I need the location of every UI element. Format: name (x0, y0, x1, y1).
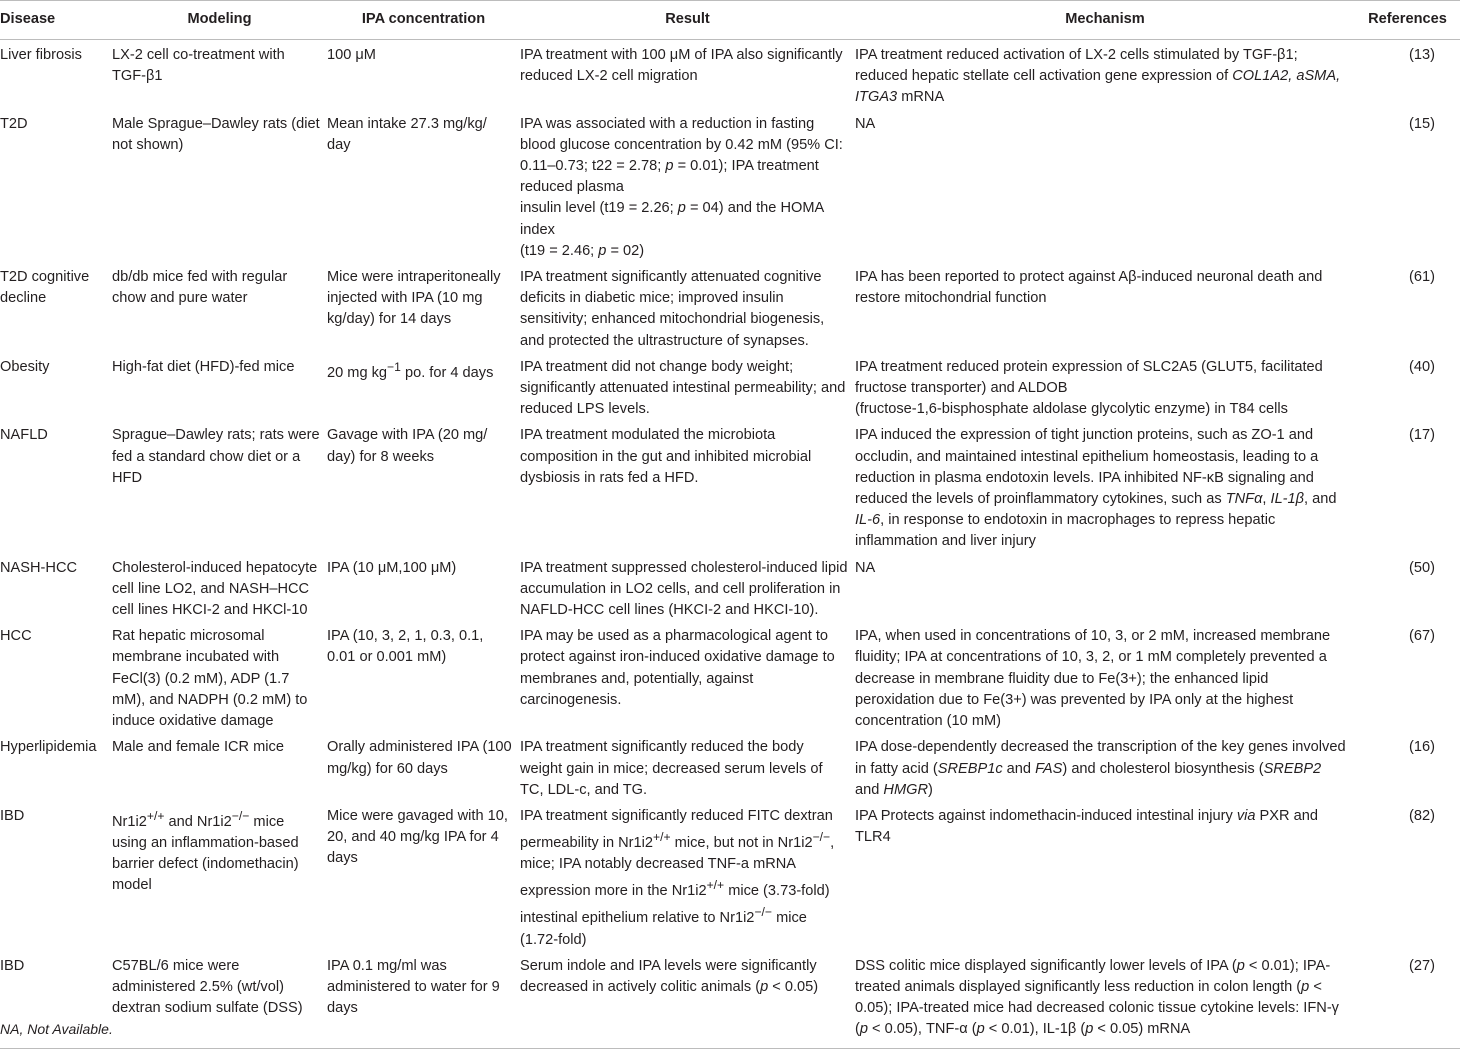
header-ipa-concentration: IPA concentration (327, 1, 520, 40)
cell-ipa-concentration: Orally administered IPA (100 mg/kg) for 60 days (327, 739, 512, 777)
cell-ipa-concentration: Mice were intraperitoneally injected with IPA (10 mg kg/day) for 14 days (327, 269, 501, 328)
cell-mechanism: DSS colitic mice displayed significantly lower levels of IPA (p < 0.01); IPA-treated animals displayed significantly less reduction in colon length (p < 0.05); IPA-treated mice had decreased colonic tissue cytokine levels: IFN-γ (p < 0.05), TNF-α (p < 0.01), IL-1β (p < 0.05) mRNA (855, 951, 1355, 1048)
cell-disease: IBD (0, 951, 112, 1048)
cell-disease: Hyperlipidemia (0, 739, 97, 756)
table-row (0, 801, 1460, 951)
cell-result: IPA treatment significantly reduced the body weight gain in mice; decreased serum levels of TC, LDL-c, and TG. (520, 739, 823, 798)
table-body (0, 40, 1460, 1049)
table-footnote: NA, Not Available. (0, 1021, 113, 1037)
cell-mechanism: IPA treatment reduced activation of LX-2 cells stimulated by TGF-β1; reduced hepatic stellate cell activation gene expression of COL1A2, aSMA, ITGA3 mRNA (855, 47, 1341, 106)
cell-reference: (17) (1409, 427, 1435, 444)
cell-reference: (13) (1409, 47, 1435, 63)
table-row (0, 262, 1460, 352)
cell-disease: HCC (0, 628, 32, 645)
cell-reference: (40) (1409, 358, 1435, 375)
table-row (0, 951, 1460, 1048)
cell-result: Serum indole and IPA levels were significantly decreased in actively colitic animals (p < 0.05) (520, 951, 855, 1048)
cell-modeling: C57BL/6 mice were administered 2.5% (wt/vol) dextran sodium sulfate (DSS) (112, 951, 327, 1048)
cell-modeling: db/db mice fed with regular chow and pure water (112, 269, 288, 307)
cell-reference: (50) (1409, 559, 1435, 576)
header-mechanism: Mechanism (855, 1, 1355, 40)
table-row (0, 109, 1460, 262)
table-row (0, 352, 1460, 421)
table-row (0, 732, 1460, 801)
cell-modeling: Rat hepatic microsomal membrane incubated with FeCl(3) (0.2 mM), ADP (1.7 mM), and NADPH (0.2 mM) to induce oxidative damage (112, 628, 308, 730)
cell-modeling: Male and female ICR mice (112, 739, 284, 756)
cell-ipa-concentration: IPA 0.1 mg/ml was administered to water for 9 days (327, 951, 520, 1048)
cell-disease: Obesity (0, 358, 50, 375)
cell-mechanism: NA (855, 115, 876, 132)
cell-reference: (82) (1409, 807, 1435, 824)
table-row (0, 420, 1460, 552)
cell-reference: (16) (1409, 739, 1435, 756)
header-disease: Disease (0, 1, 112, 40)
cell-ipa-concentration: Mice were gavaged with 10, 20, and 40 mg/kg IPA for 4 days (327, 807, 508, 867)
cell-mechanism: IPA dose-dependently decreased the transcription of the key genes involved in fatty acid (SREBP1c and FAS) and cholesterol biosynthesis (SREBP2 and HMGR) (855, 739, 1346, 798)
cell-ipa-concentration: 100 μM (327, 47, 376, 63)
cell-mechanism: IPA, when used in concentrations of 10, 3, or 2 mM, increased membrane fluidity; IPA at concentrations of 10, 3, 2, or 1 mM completely prevented a decrease in membrane fluidity due to Fe(3+); the enhanced lipid peroxidation due to Fe(3+) was prevented by IPA only at the highest concentration (10 mM) (855, 628, 1331, 730)
cell-reference: (15) (1409, 115, 1435, 132)
cell-disease: T2D cognitive decline (0, 269, 90, 307)
table-row (0, 621, 1460, 732)
cell-disease: NAFLD (0, 427, 48, 444)
cell-ipa-concentration: Mean intake 27.3 mg/kg/ day (327, 115, 487, 153)
table-row (0, 40, 1460, 109)
cell-modeling: High-fat diet (HFD)-fed mice (112, 358, 295, 375)
cell-result: IPA treatment did not change body weight; significantly attenuated intestinal permeability; and reduced LPS levels. (520, 358, 846, 418)
cell-modeling: Male Sprague–Dawley rats (diet not shown) (112, 115, 320, 153)
cell-modeling: Sprague–Dawley rats; rats were fed a standard chow diet or a HFD (112, 427, 320, 486)
cell-reference: (67) (1409, 628, 1435, 645)
cell-disease: Liver fibrosis (0, 47, 82, 63)
cell-result: IPA treatment significantly reduced FITC dextran permeability in Nr1i2+/+ mice, but not in Nr1i2−/−, mice; IPA notably decreased TNF-a mRNA expression more in the Nr1i2+/+ mice (3.73-fold) intestinal epithelium relative to Nr1i2−/− mice (1.72-fold) (520, 807, 835, 948)
cell-reference: (27) (1355, 951, 1460, 1048)
cell-result: IPA treatment modulated the microbiota composition in the gut and inhibited microbial dysbiosis in rats fed a HFD. (520, 427, 812, 486)
cell-reference: (61) (1409, 269, 1435, 286)
header-row (0, 1, 1460, 40)
cell-disease: NASH-HCC (0, 559, 78, 576)
cell-mechanism: IPA treatment reduced protein expression of SLC2A5 (GLUT5, facilitated fructose transporter) and ALDOB (fructose-1,6-bisphosphate aldolase glycolytic enzyme) in T84 cells (855, 358, 1323, 418)
cell-ipa-concentration: IPA (10, 3, 2, 1, 0.3, 0.1, 0.01 or 0.001 mM) (327, 628, 484, 666)
table-row (0, 553, 1460, 622)
cell-mechanism: NA (855, 559, 876, 576)
header-references: References (1355, 1, 1460, 40)
cell-modeling: Cholesterol-induced hepatocyte cell line LO2, and NASH–HCC cell lines HKCI-2 and HKCl-10 (112, 559, 318, 619)
cell-modeling: LX-2 cell co-treatment with TGF-β1 (112, 47, 285, 85)
header-modeling: Modeling (112, 1, 327, 40)
cell-disease: IBD (0, 807, 25, 824)
cell-mechanism: IPA induced the expression of tight junction proteins, such as ZO-1 and occludin, and maintained intestinal epithelium homeostasis, leading to a reduction in plasma endotoxin levels. IPA inhibited NF-κB signaling and reduced the levels of proinflammatory cytokines, such as TNFα, IL-1β, and IL-6, in response to endotoxin in macrophages to repress hepatic inflammation and liver injury (855, 427, 1337, 550)
cell-ipa-concentration: 20 mg $kg^{-1}$ po. for 4 days (327, 359, 494, 381)
cell-result: IPA may be used as a pharmacological agent to protect against iron-induced oxidative damage to membranes and, potentially, against carcinogenesis. (520, 628, 835, 708)
cell-disease: T2D (0, 115, 28, 132)
cell-result: IPA was associated with a reduction in fasting blood glucose concentration by 0.42 mM (95% CI: 0.11–0.73; t22 = 2.78; p = 0.01); IPA treatment reduced plasma insulin level (t19 = 2.26; p = 04) and the HOMA index (t19 = 2.46; p = 02) (520, 115, 843, 259)
cell-mechanism: IPA has been reported to protect against Aβ-induced neuronal death and restore mitochondrial function (855, 269, 1323, 307)
cell-result: IPA treatment suppressed cholesterol-induced lipid accumulation in LO2 cells, and cell proliferation in NAFLD-HCC cell lines (HKCI-2 and HKCI-10). (520, 559, 848, 619)
header-result: Result (520, 1, 855, 40)
cell-result: IPA treatment with 100 μM of IPA also significantly reduced LX-2 cell migration (520, 47, 843, 85)
cell-modeling: Nr1i2+/+ and Nr1i2−/− mice using an inflammation-based barrier defect (indomethacin) model (112, 808, 299, 894)
cell-ipa-concentration: IPA (10 μM,100 μM) (327, 559, 457, 576)
cell-result: IPA treatment significantly attenuated cognitive deficits in diabetic mice; improved insulin sensitivity; enhanced mitochondrial biogenesis, and protected the ultrastructure of synapses. (520, 269, 825, 349)
cell-ipa-concentration: Gavage with IPA (20 mg/ day) for 8 weeks (327, 427, 488, 465)
cell-mechanism: IPA Protects against indomethacin-induced intestinal injury via PXR and TLR4 (855, 807, 1318, 846)
